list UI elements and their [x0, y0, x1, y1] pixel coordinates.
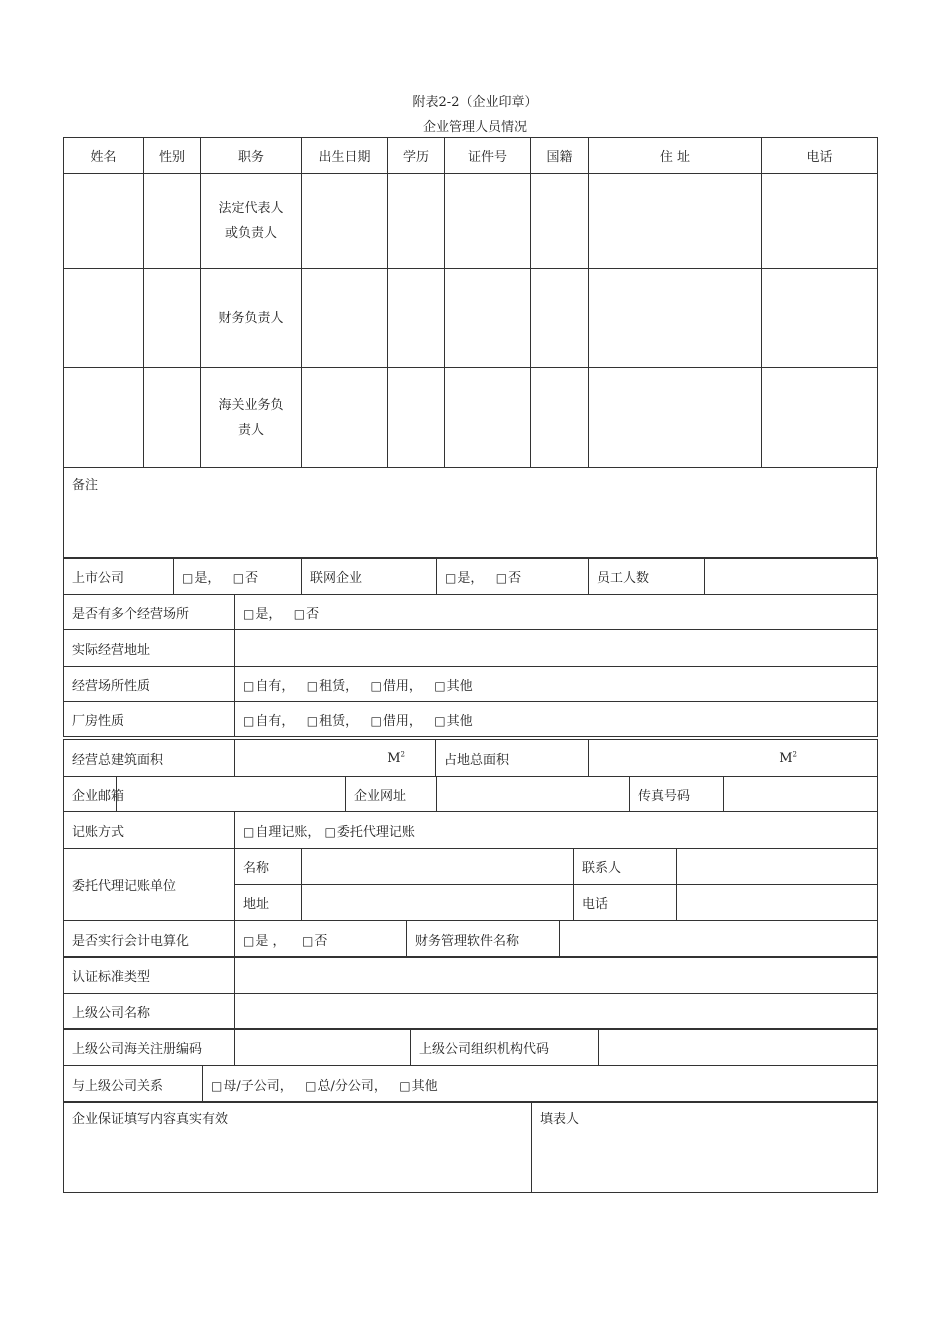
- nationality-cell[interactable]: [531, 269, 589, 368]
- gender-cell[interactable]: [144, 174, 201, 269]
- declaration-row: [63, 1101, 878, 1193]
- multiple-sites-options: [235, 595, 878, 630]
- computerized-row: [63, 920, 878, 958]
- premises-nature-label: 经营场所性质: [64, 667, 235, 702]
- remarks-label: 备注: [72, 478, 99, 493]
- bookkeeping-row: [63, 811, 878, 849]
- col-nationality: 国籍: [531, 138, 589, 174]
- bookkeeping-label: 记账方式: [64, 812, 235, 849]
- bookkeeping-options: [235, 812, 878, 849]
- education-cell[interactable]: [388, 269, 445, 368]
- nationality-cell[interactable]: [531, 174, 589, 269]
- col-position: 职务: [201, 138, 302, 174]
- col-address: 住 址: [589, 138, 762, 174]
- actual-address-label: 实际经营地址: [64, 630, 235, 667]
- area-row: [63, 739, 878, 777]
- birthdate-cell[interactable]: [302, 174, 388, 269]
- col-id-number: 证件号: [445, 138, 531, 174]
- agency-label: 委托代理记账单位: [64, 849, 235, 921]
- factory-other-checkbox[interactable]: □其他: [434, 713, 473, 729]
- relation-subsidiary-checkbox[interactable]: □母/子公司，: [211, 1078, 293, 1094]
- multiple-sites-no-checkbox[interactable]: □否: [293, 606, 320, 622]
- col-birthdate: 出生日期: [302, 138, 388, 174]
- fax-label: 传真号码: [630, 777, 724, 812]
- address-cell[interactable]: [589, 174, 762, 269]
- id-number-cell[interactable]: [445, 174, 531, 269]
- building-area-label: 经营总建筑面积: [64, 740, 235, 777]
- listed-yes-checkbox[interactable]: □是，: [182, 570, 221, 586]
- personnel-row-finance-head: [64, 269, 878, 368]
- software-field[interactable]: [560, 921, 878, 958]
- land-area-field[interactable]: [589, 740, 878, 777]
- gender-cell[interactable]: [144, 368, 201, 468]
- personnel-header-row: [64, 138, 878, 174]
- staff-count-field[interactable]: [705, 558, 878, 595]
- premises-other-checkbox[interactable]: □其他: [434, 678, 473, 694]
- factory-borrow-checkbox[interactable]: □借用，: [370, 713, 422, 729]
- factory-nature-options: [235, 702, 878, 737]
- role-customs-head: 海关业务负 责人: [201, 368, 302, 468]
- agency-block: [63, 848, 878, 921]
- filler-label: 填表人: [540, 1112, 580, 1127]
- col-education: 学历: [388, 138, 445, 174]
- factory-nature-label: 厂房性质: [64, 702, 235, 737]
- name-cell[interactable]: [64, 269, 144, 368]
- birthdate-cell[interactable]: [302, 368, 388, 468]
- parent-customs-code-field[interactable]: [235, 1029, 411, 1066]
- nationality-cell[interactable]: [531, 368, 589, 468]
- role-legal-representative: 法定代表人 或负责人: [201, 174, 302, 269]
- certification-field[interactable]: [235, 957, 878, 994]
- education-cell[interactable]: [388, 174, 445, 269]
- fax-field[interactable]: [724, 777, 878, 812]
- personnel-row-legal-rep: [64, 174, 878, 269]
- factory-own-checkbox[interactable]: □自有，: [243, 713, 295, 729]
- agency-phone-field[interactable]: [677, 885, 878, 921]
- listed-no-checkbox[interactable]: □否: [232, 570, 259, 586]
- premises-nature-options: [235, 667, 878, 702]
- computerized-yes-checkbox[interactable]: □是 ，: [243, 933, 286, 949]
- factory-lease-checkbox[interactable]: □租赁，: [306, 713, 359, 729]
- agency-contact-field[interactable]: [677, 849, 878, 885]
- agency-address-label: 地址: [235, 885, 302, 921]
- listed-row: [63, 557, 878, 595]
- website-field[interactable]: [437, 777, 630, 812]
- bookkeeping-agent-checkbox[interactable]: □委托代理记账: [324, 824, 415, 840]
- parent-relation-label: 与上级公司关系: [64, 1066, 203, 1103]
- appendix-title: 附表2-2（企业印章）: [412, 95, 538, 110]
- relation-branch-checkbox[interactable]: □总/分公司，: [305, 1078, 387, 1094]
- software-label: 财务管理软件名称: [407, 921, 560, 958]
- col-gender: 性别: [144, 138, 201, 174]
- multiple-sites-yes-checkbox[interactable]: □是，: [243, 606, 282, 622]
- agency-name-field[interactable]: [302, 849, 574, 885]
- agency-contact-label: 联系人: [574, 849, 677, 885]
- computerized-no-checkbox[interactable]: □否: [302, 933, 328, 949]
- phone-cell[interactable]: [762, 269, 878, 368]
- declaration-statement: 企业保证填写内容真实有效: [72, 1112, 229, 1127]
- agency-phone-label: 电话: [574, 885, 677, 921]
- building-area-field[interactable]: [235, 740, 436, 777]
- col-phone: 电话: [762, 138, 878, 174]
- premises-own-checkbox[interactable]: □自有，: [243, 678, 295, 694]
- premises-borrow-checkbox[interactable]: □借用，: [370, 678, 422, 694]
- certification-block: [63, 956, 878, 1030]
- premises-lease-checkbox[interactable]: □租赁，: [306, 678, 359, 694]
- col-name: 姓名: [64, 138, 144, 174]
- area-unit: $M^2$: [387, 750, 405, 766]
- parent-relation-options: [203, 1066, 878, 1103]
- network-options: [437, 558, 589, 595]
- parent-name-field[interactable]: [235, 994, 878, 1030]
- email-field[interactable]: [117, 777, 346, 812]
- birthdate-cell[interactable]: [302, 269, 388, 368]
- network-label: 联网企业: [302, 558, 437, 595]
- agency-name-label: 名称: [235, 849, 302, 885]
- listed-label: 上市公司: [64, 558, 174, 595]
- address-cell[interactable]: [589, 269, 762, 368]
- role-finance-head: 财务负责人: [201, 269, 302, 368]
- computerized-label: 是否实行会计电算化: [64, 921, 235, 958]
- gender-cell[interactable]: [144, 269, 201, 368]
- actual-address-field[interactable]: [235, 630, 878, 667]
- education-cell[interactable]: [388, 368, 445, 468]
- area-unit: $M^2$: [779, 750, 797, 766]
- email-label: 企业邮箱: [64, 777, 117, 812]
- remarks-field[interactable]: [64, 468, 877, 559]
- bookkeeping-self-checkbox[interactable]: □自理记账，: [243, 824, 321, 840]
- contact-row: [63, 776, 878, 812]
- network-no-checkbox[interactable]: □否: [495, 570, 522, 586]
- name-cell[interactable]: [64, 174, 144, 269]
- multiple-sites-label: 是否有多个经营场所: [64, 595, 235, 630]
- phone-cell[interactable]: [762, 174, 878, 269]
- id-number-cell[interactable]: [445, 368, 531, 468]
- network-yes-checkbox[interactable]: □是，: [445, 570, 484, 586]
- remarks-table: [63, 467, 877, 559]
- name-cell[interactable]: [64, 368, 144, 468]
- id-number-cell[interactable]: [445, 269, 531, 368]
- website-label: 企业网址: [346, 777, 437, 812]
- table-title: 企业管理人员情况: [422, 120, 527, 135]
- listed-options: [174, 558, 302, 595]
- personnel-table: [63, 137, 878, 468]
- phone-cell[interactable]: [762, 368, 878, 468]
- staff-count-label: 员工人数: [589, 558, 705, 595]
- parent-codes-row: [63, 1028, 878, 1066]
- filler-cell[interactable]: [532, 1102, 878, 1193]
- relation-other-checkbox[interactable]: □其他: [399, 1078, 438, 1094]
- certification-label: 认证标准类型: [64, 957, 235, 994]
- premises-block: [63, 594, 878, 737]
- personnel-row-customs-head: [64, 368, 878, 468]
- parent-customs-code-label: 上级公司海关注册编码: [64, 1029, 235, 1066]
- parent-org-code-field[interactable]: [599, 1029, 878, 1066]
- address-cell[interactable]: [589, 368, 762, 468]
- parent-relation-row: [63, 1065, 878, 1103]
- declaration-statement-cell[interactable]: [64, 1102, 532, 1193]
- parent-name-label: 上级公司名称: [64, 994, 235, 1030]
- agency-address-field[interactable]: [302, 885, 574, 921]
- land-area-label: 占地总面积: [436, 740, 589, 777]
- parent-org-code-label: 上级公司组织机构代码: [411, 1029, 599, 1066]
- computerized-options: [235, 921, 407, 958]
